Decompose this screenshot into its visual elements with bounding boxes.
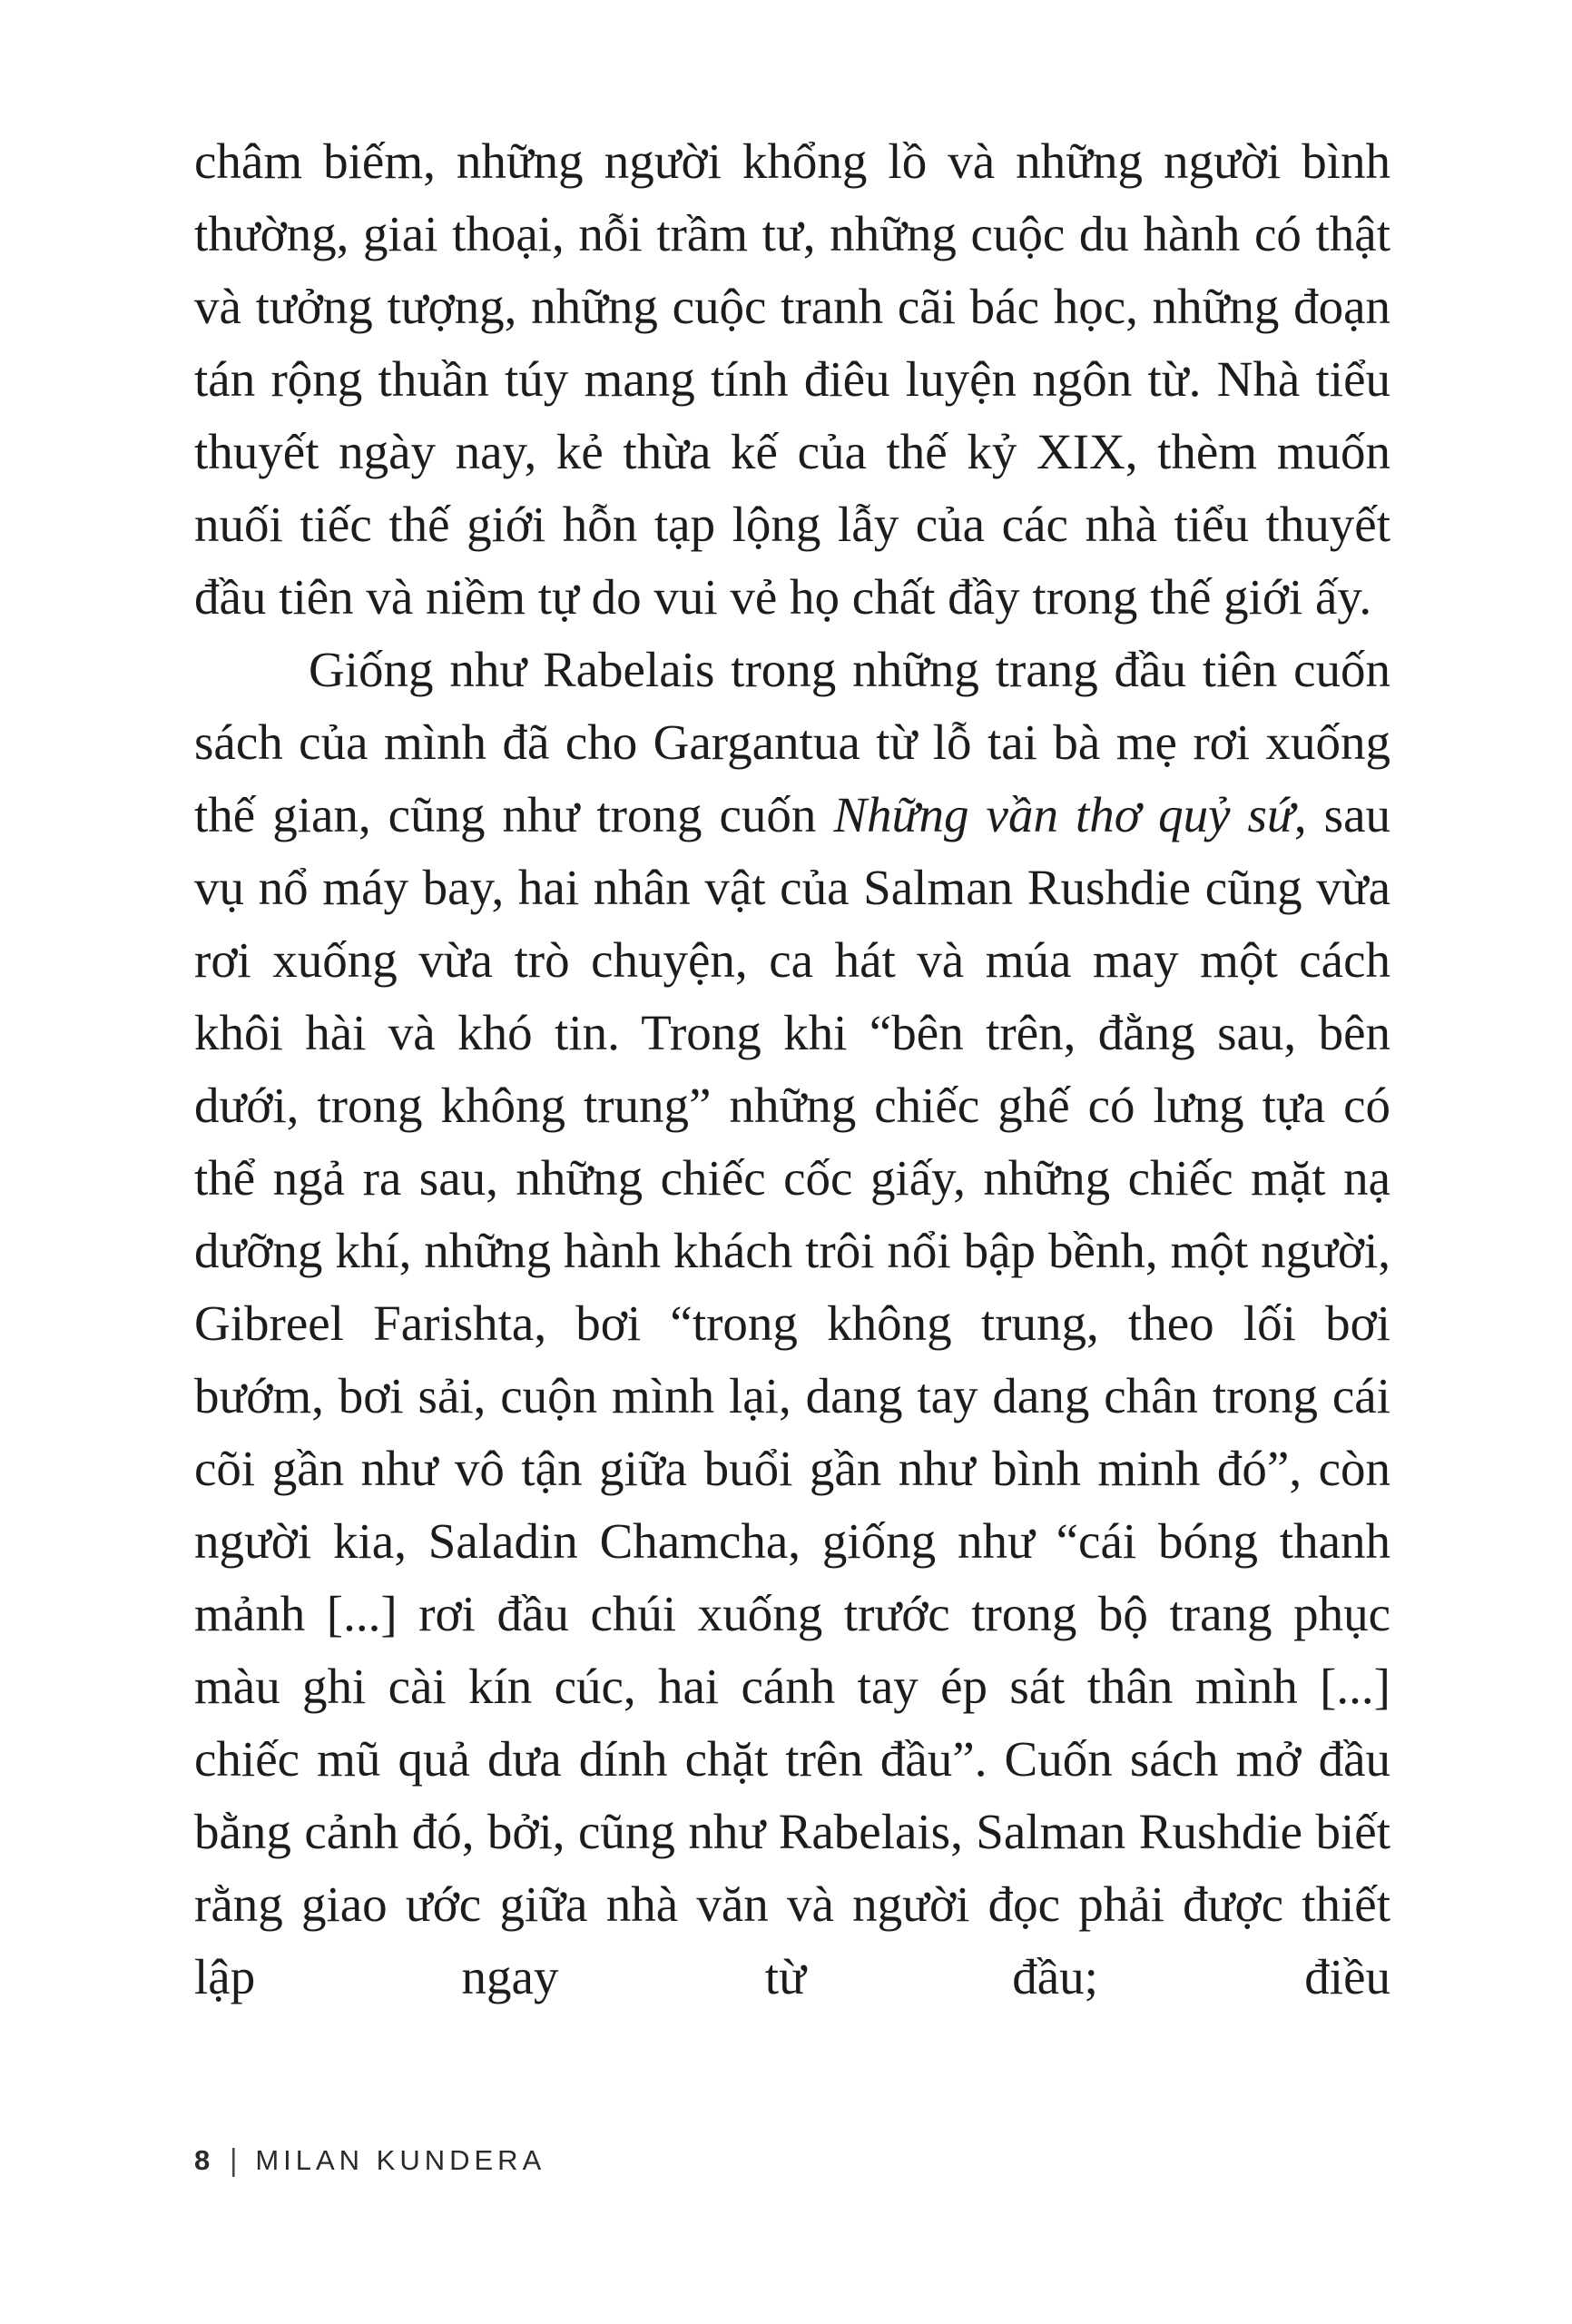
text-segment: châm biếm, những người khổng lồ và những người bình thường, giai thoại, nỗi trầm tư, những cuộc du hành có thật và tưởng tượng, những cuộc tranh cãi bác học, những đoạn tán rộng thuần túy mang tính điêu luyện ngôn từ. Nhà tiểu thuyết ngày nay, kẻ thừa kế của thế kỷ XIX, thèm muốn nuối tiếc thế giới hỗn tạp lộng lẫy của các nhà tiểu thuyết đầu tiên và niềm tự do vui vẻ họ chất đầy trong thế giới ấy. (194, 133, 1390, 625)
text-segment: Giống như Rabelais trong những trang đầu tiên cuốn sách của mình đã cho Gargantua từ lỗ tai bà mẹ rơi xuống thế gian, cũng như trong cuốn (194, 642, 1390, 842)
running-title: MILAN KUNDERA (255, 2144, 546, 2176)
page-footer (194, 2144, 545, 2177)
text-segment: , sau vụ nổ máy bay, hai nhân vật của Salman Rushdie cũng vừa rơi xuống vừa trò chuyện, ca hát và múa may một cách khôi hài và khó tin. Trong khi “bên trên, đằng sau, bên dưới, trong không trung” những chiếc ghế có lưng tựa có thể ngả ra sau, những chiếc cốc giấy, những chiếc mặt nạ dưỡng khí, những hành khách trôi nổi bập bềnh, một người, Gibreel Farishta, bơi “trong không trung, theo lối bơi bướm, bơi sải, cuộn mình lại, dang tay dang chân trong cái cõi gần như vô tận giữa buổi gần như bình minh đó”, còn người kia, Saladin Chamcha, giống như “cái bóng thanh mảnh [...] rơi đầu chúi xuống trước trong bộ trang phục màu ghi cài kín cúc, hai cánh tay ép sát thân mình [...] chiếc mũ quả dưa dính chặt trên đầu”. Cuốn sách mở đầu bằng cảnh đó, bởi, cũng như Rabelais, Salman Rushdie biết rằng giao ước giữa nhà văn và người đọc phải được thiết lập ngay từ đầu; điều (194, 787, 1390, 2004)
body-text (194, 125, 1390, 2014)
book-title-italic: Những vần thơ quỷ sứ (833, 787, 1294, 842)
page-number: 8 (194, 2144, 212, 2176)
paragraph (194, 125, 1390, 634)
footer-separator: | (230, 2142, 238, 2178)
paragraph (194, 634, 1390, 2014)
